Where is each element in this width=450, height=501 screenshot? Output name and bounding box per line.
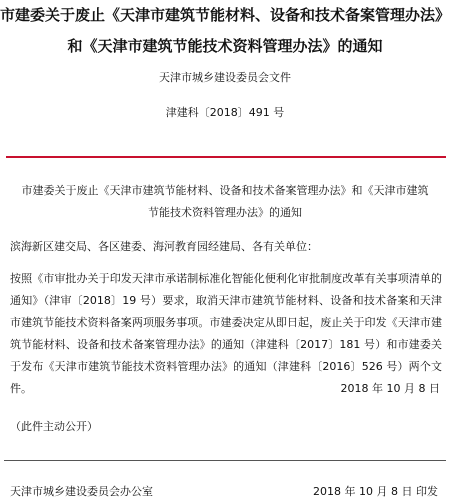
issue-date: 2018 年 10 月 8 日 bbox=[340, 382, 440, 395]
document-number: 津建科〔2018〕491 号 bbox=[165, 106, 285, 119]
addressee: 滨海新区建交局、各区建委、海河教育园经建局、各有关单位： bbox=[10, 240, 318, 253]
footer-office: 天津市城乡建设委员会办公室 bbox=[10, 485, 153, 498]
disclosure-note: （此件主动公开） bbox=[10, 420, 98, 433]
footer-divider bbox=[4, 460, 446, 461]
document-title-line-1: 市建委关于废止《天津市建筑节能材料、设备和技术备案管理办法》 bbox=[0, 6, 450, 24]
issuer: 天津市城乡建设委员会文件 bbox=[159, 71, 291, 84]
red-divider bbox=[6, 156, 446, 158]
body-paragraph: 按照《市审批办关于印发天津市承诺制标准化智能化便利化审批制度改革有关事项清单的通知》（津审〔2018〕19 号）要求，取消天津市建筑节能材料、设备和技术备案和天津市建筑节能技术资料备案两项服务事项。市建委决定从即日起，废止关于印发《天津市建筑节能材料、设备和技术备案管理办法》的通知（津建科〔2017〕181 号）和市建委关于发布《天津市建筑节能技术资料管理办法》的通知（津建科〔2016〕526 号）两个文件。 bbox=[10, 272, 442, 395]
heading-line-2: 节能技术资料管理办法》的通知 bbox=[148, 206, 302, 219]
heading-line-1: 市建委关于废止《天津市建筑节能材料、设备和技术备案管理办法》和《天津市建筑 bbox=[21, 184, 429, 197]
document-heading bbox=[0, 180, 450, 224]
footer-print-date: 2018 年 10 月 8 日 印发 bbox=[313, 485, 438, 498]
document-title-line-2: 和《天津市建筑节能技术资料管理办法》的通知 bbox=[67, 37, 383, 55]
